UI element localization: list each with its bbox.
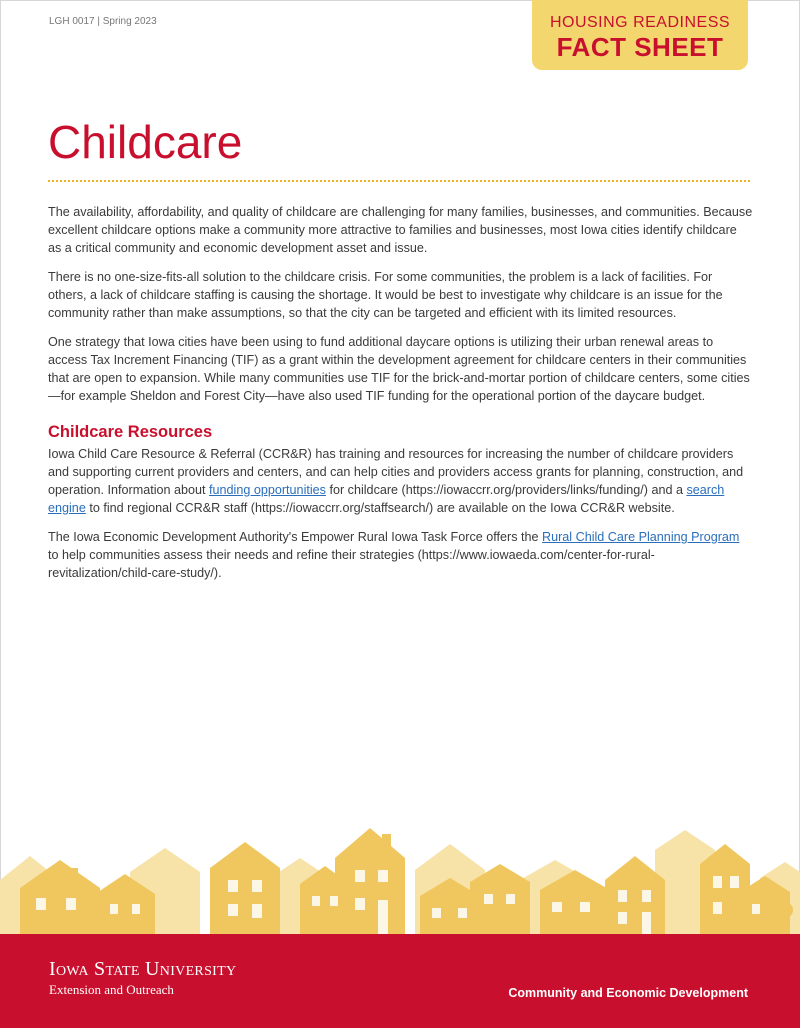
fact-sheet-badge bbox=[532, 0, 748, 70]
resources-heading: Childcare Resources bbox=[48, 423, 213, 441]
p4-text-c: to find regional CCR&R staff (https://iowaccrr.org/staffsearch/) are available on the Iowa CCR&R website. bbox=[85, 501, 675, 515]
paragraph-3: One strategy that Iowa cities have been using to fund additional daycare options is utilizing their urban renewal areas to access Tax Increment Financing (TIF) as a grant within the development agreement for childcare centers in their communities that are open to expansion. While many communities use TIF for the brick-and-mortar portion of childcare centers, some cities—for example Sheldon and Forest City—have also used TIF funding for the operational portion of the daycare budget. bbox=[48, 335, 750, 403]
dotted-divider bbox=[48, 180, 750, 182]
search-engine-link[interactable]: search engine bbox=[48, 483, 725, 515]
p5-text-a: The Iowa Economic Development Authority's Empower Rural Iowa Task Force offers the bbox=[48, 530, 543, 544]
university-wordmark: Iowa State University bbox=[49, 958, 237, 980]
badge-line1: HOUSING READINESS bbox=[549, 14, 731, 31]
main-content bbox=[48, 203, 753, 593]
funding-opportunities-link[interactable]: funding opportunities bbox=[209, 483, 326, 497]
p4-text-b: for childcare (https://iowaccrr.org/providers/links/funding/) and a bbox=[325, 483, 687, 497]
page-title: Childcare bbox=[48, 116, 243, 168]
p4-text-a: Iowa Child Care Resource & Referral (CCR&R) has training and resources for increasing the number of childcare providers and supporting current providers and centers, and can help cities and providers access grants for planning, construction, and operation. Information about bbox=[48, 447, 744, 497]
footer-bar bbox=[0, 934, 800, 1028]
paragraph-4 bbox=[48, 445, 753, 517]
p5-text-b: to help communities assess their needs and refine their strategies (https://www.iowaeda.com/center-for-rural-revitalization/child-care-study/). bbox=[48, 548, 655, 580]
paragraph-2: There is no one-size-fits-all solution to the childcare crisis. For some communities, the problem is a lack of facilities. For others, a lack of childcare staffing is causing the shortage. It would be best to investigate why childcare is an issue for the community rather than make assumptions, so that the city can be targeted and efficient with its limited resources. bbox=[48, 270, 723, 320]
houses-illustration bbox=[0, 820, 800, 934]
document-number: LGH 0017 | Spring 2023 bbox=[49, 16, 157, 27]
extension-outreach-label: Extension and Outreach bbox=[49, 982, 174, 997]
badge-line2: FACT SHEET bbox=[556, 32, 724, 62]
program-name: Community and Economic Development bbox=[508, 986, 748, 1000]
paragraph-1: The availability, affordability, and quality of childcare are challenging for many families, businesses, and communities. Because excellent childcare options make a community more attractive to families and businesses, most Iowa cities identify childcare as a critical community and economic development asset and issue. bbox=[48, 205, 753, 255]
rural-child-care-planning-link[interactable]: Rural Child Care Planning Program bbox=[542, 530, 740, 544]
paragraph-5 bbox=[48, 528, 753, 582]
